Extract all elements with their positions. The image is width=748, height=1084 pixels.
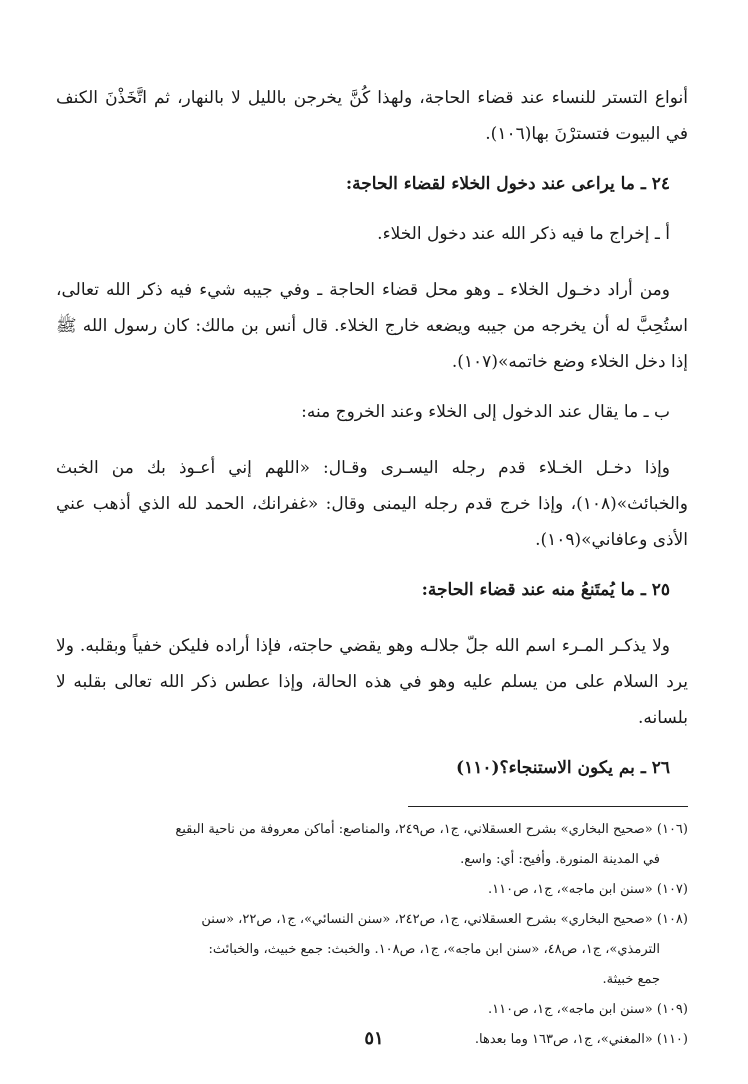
section-heading-24: ٢٤ ـ ما يراعى عند دخول الخلاء لقضاء الحاجة: [345,174,670,194]
footnote-108 [56,905,688,995]
paragraph-3: وإذا دخـل الخـلاء قدم رجله اليسـرى وقـال: «اللهم إني أعـوذ بك من الخبث والخبائث»(١٠٨)، وإذا خرج قدم رجله اليمنى وقال: «غفرانك، الحمد لله الذي أذهب عني الأذى وعافاني»(١٠٩). [56,458,688,550]
footnote-108-line-3: جمع خبيثة. [602,972,660,987]
footnotes [56,815,688,1055]
footnote-108-line-1: (١٠٨) «صحيح البخاري» بشرح العسقلاني، ج١، ص٢٤٢، «سنن النسائي»، ج١، ص٢٢، «سنن [201,912,688,927]
subsection-b: ب ـ ما يقال عند الدخول إلى الخلاء وعند الخروج منه: [301,402,670,422]
footnote-106-line-2: في المدينة المنورة. وأفيح: أي: واسع. [460,852,660,867]
subsection-a: أ ـ إخراج ما فيه ذكر الله عند دخول الخلاء. [377,224,670,244]
paragraph-4: ولا يذكـر المـرء اسم الله جلّ جلالـه وهو يقضي حاجته، فإذا أراده فليكن خفياً وبقلبه. ولا يرد السلام على من يسلم عليه وهو في هذه الحالة، وإذا عطس ذكر الله تعالى بقلبه لا بلسانه. [56,636,688,728]
footnote-110: (١١٠) «المغني»، ج١، ص١٦٣ وما بعدها. [474,1032,688,1047]
footnote-107: (١٠٧) «سنن ابن ماجه»، ج١، ص١١٠. [487,882,688,897]
paragraph-2: ومن أراد دخـول الخلاء ـ وهو محل قضاء الحاجة ـ وفي جيبه شيء فيه ذكر الله تعالى، استُحِبَّ له أن يخرجه من جيبه ويضعه خارج الخلاء. قال أنس بن مالك: كان رسول الله ﷺ إذا دخل الخلاء وضع خاتمه»(١٠٧). [56,280,688,372]
page-number: ٥١ [364,1028,384,1049]
footnote-106 [56,815,688,875]
footnote-108-line-2: الترمذي»، ج١، ص٤٨، «سنن ابن ماجه»، ج١، ص١٠٨. والخبث: جمع خبيث، والخبائث: [208,942,660,957]
section-heading-26: ٢٦ ـ بم يكون الاستنجاء؟(١١٠) [456,758,670,778]
footnote-106-line-1: (١٠٦) «صحيح البخاري» بشرح العسقلاني، ج١، ص٢٤٩، والمناصع: أماكن معروفة من ناحية البقيع [175,822,688,837]
section-heading-25: ٢٥ ـ ما يُمتَنعُ منه عند قضاء الحاجة: [421,580,670,600]
footnote-divider [408,806,688,807]
footnote-109: (١٠٩) «سنن ابن ماجه»، ج١، ص١١٠. [487,1002,688,1017]
paragraph-1: أنواع التستر للنساء عند قضاء الحاجة، ولهذا كُنَّ يخرجن بالليل لا بالنهار، ثم اتَّخَذْنَ الكنف في البيوت فتسترْنَ بها(١٠٦). [56,88,688,144]
